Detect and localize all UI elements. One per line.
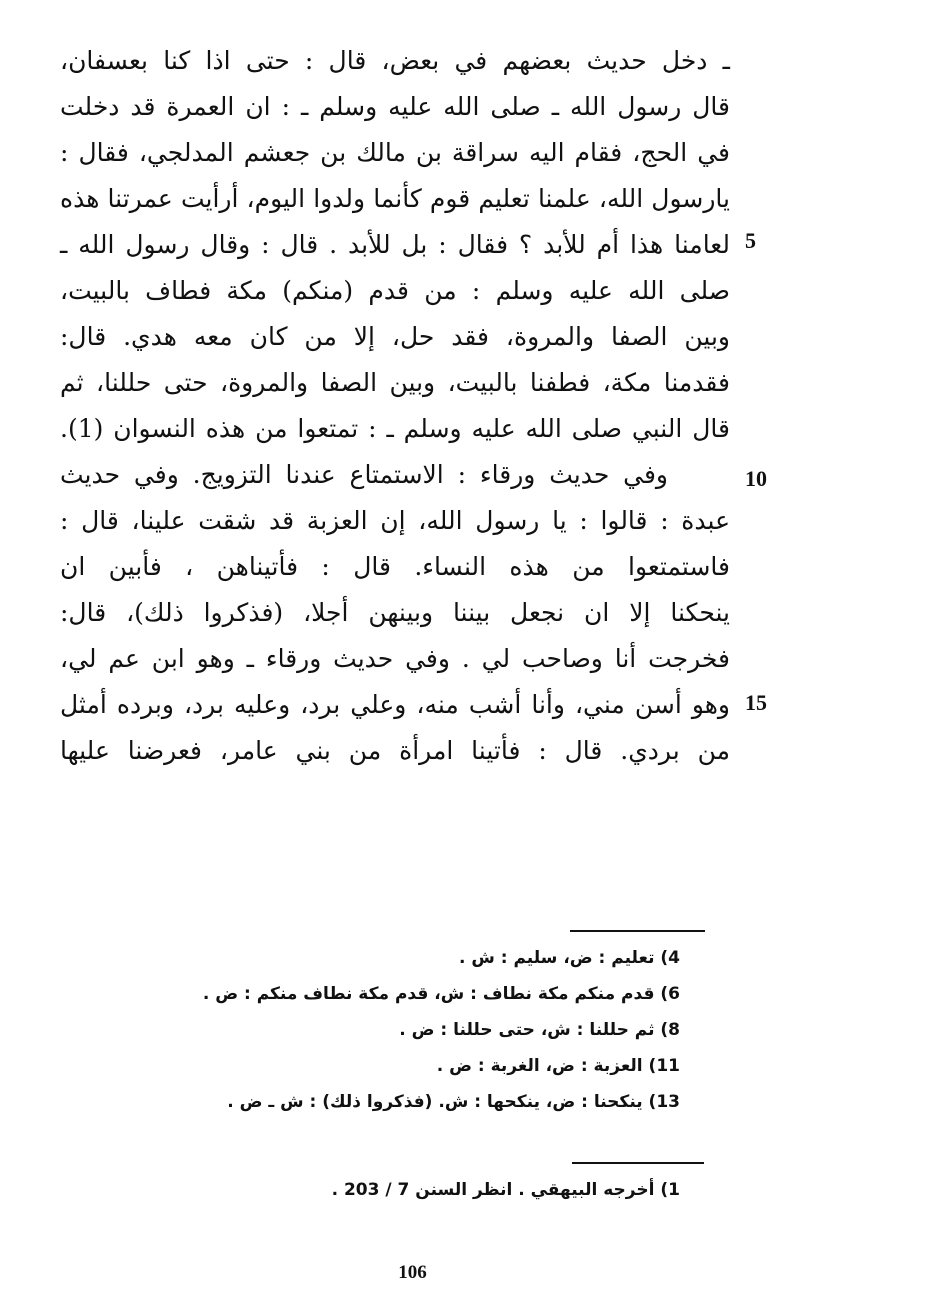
text-line: لعامنا هذا أم للأبد ؟ فقال : بل للأبد . قال : وقال رسول الله ـ	[60, 230, 730, 259]
variant-note: 4) تعليم : ض، سليم : ش .	[459, 948, 680, 968]
text-line: وهو أسن مني، وأنا أشب منه، وعلي برد، وعليه برد، وبرده أمثل	[60, 690, 730, 719]
page-number: 106	[398, 1262, 427, 1283]
text-line: قال النبي صلى الله عليه وسلم ـ : تمتعوا من هذه النسوان (1).	[60, 414, 730, 443]
main-text-block	[60, 38, 730, 774]
line-number-15: 15	[745, 690, 767, 715]
text-line: صلى الله عليه وسلم : من قدم (منكم) مكة فطاف بالبيت،	[60, 276, 730, 305]
text-line: فقدمنا مكة، فطفنا بالبيت، وبين الصفا والمروة، حتى حللنا، ثم	[60, 368, 730, 397]
source-footnote: 1) أخرجه البيهقي . انظر السنن 7 / 203 .	[331, 1180, 680, 1200]
text-line: في الحج، فقام اليه سراقة بن مالك بن جعشم المدلجي، فقال :	[60, 138, 730, 167]
text-line: وبين الصفا والمروة، فقد حل، إلا من كان معه هدي. قال:	[60, 322, 730, 351]
source-divider	[572, 1162, 704, 1164]
text-line: عبدة : قالوا : يا رسول الله، إن العزبة قد شقت علينا، قال :	[60, 506, 730, 535]
variant-readings	[150, 940, 680, 1120]
footnote-divider	[570, 930, 705, 932]
text-line: ينحكنا إلا ان نجعل بيننا وبينهن أجلا، (فذكروا ذلك)، قال:	[60, 598, 730, 627]
variant-note: 11) العزبة : ض، الغربة : ض .	[436, 1056, 680, 1076]
text-line: فاستمتعوا من هذه النساء. قال : فأتيناهن ، فأبين ان	[60, 552, 730, 581]
text-line: يارسول الله، علمنا تعليم قوم كأنما ولدوا اليوم، أرأيت عمرتنا هذه	[60, 184, 730, 213]
variant-note: 13) ينكحنا : ض، ينكحها : ش. (فذكروا ذلك) : ش ـ ض .	[227, 1092, 680, 1112]
variant-note: 6) قدم منكم مكة نطاف : ش، قدم مكة نطاف منكم : ض .	[202, 984, 680, 1004]
text-line: ـ دخل حديث بعضهم في بعض، قال : حتى اذا كنا بعسفان،	[60, 46, 730, 75]
text-line: من بردي. قال : فأتينا امرأة من بني عامر، فعرضنا عليها	[60, 736, 730, 765]
line-number-10: 10	[745, 466, 767, 491]
line-number-5: 5	[745, 228, 756, 253]
variant-note: 8) ثم حللنا : ش، حتى حللنا : ض .	[399, 1020, 680, 1040]
text-line: فخرجت أنا وصاحب لي . وفي حديث ورقاء ـ وهو ابن عم لي،	[60, 644, 730, 673]
text-line: وفي حديث ورقاء : الاستمتاع عندنا التزويج. وفي حديث	[60, 460, 668, 489]
text-line: قال رسول الله ـ صلى الله عليه وسلم ـ : ان العمرة قد دخلت	[60, 92, 730, 121]
